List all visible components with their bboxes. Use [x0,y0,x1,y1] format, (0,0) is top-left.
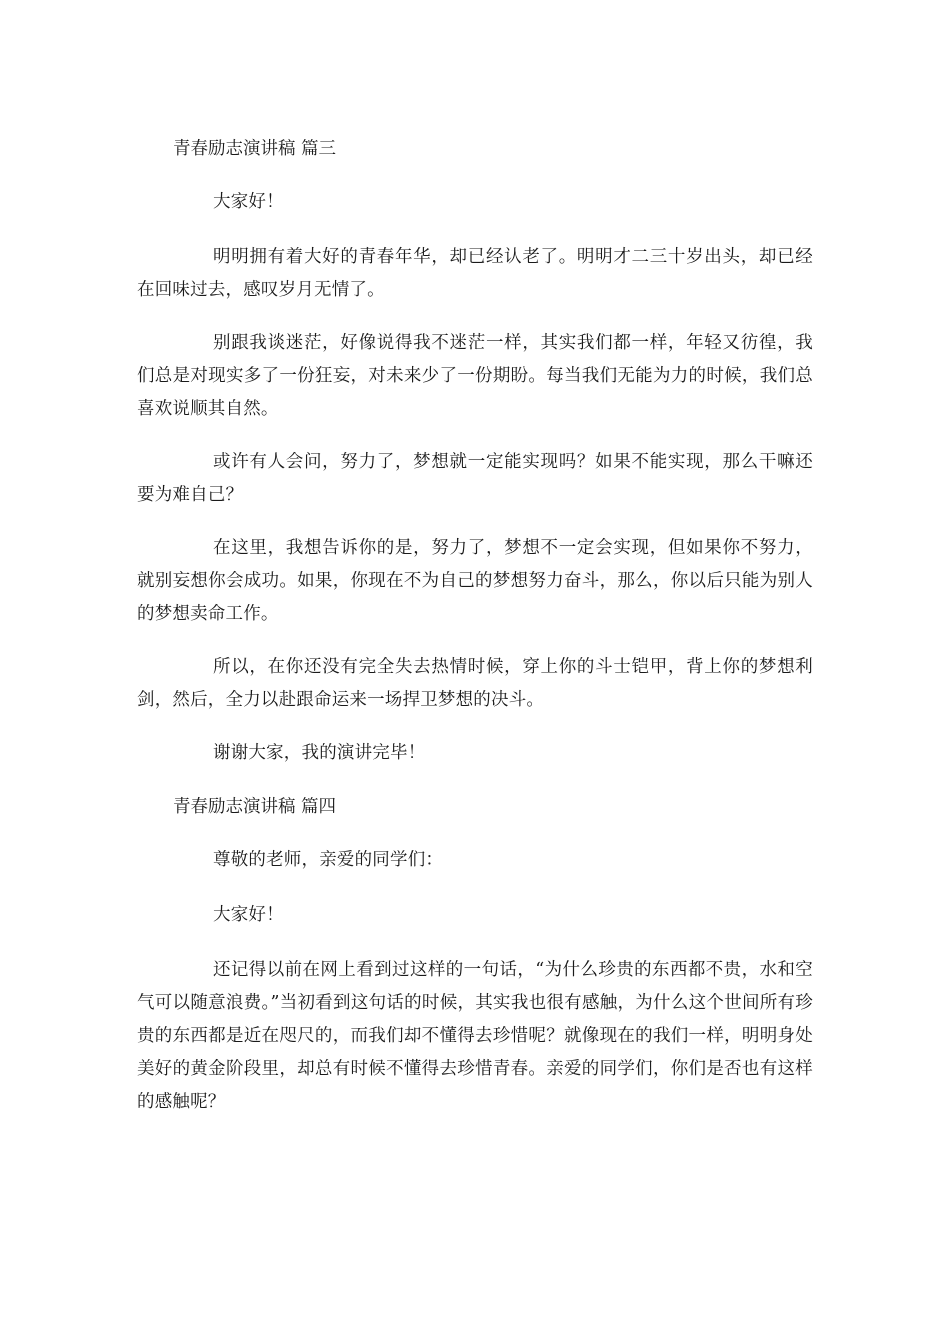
paragraph: 所以，在你还没有完全失去热情时候，穿上你的斗士铠甲，背上你的梦想利剑，然后，全力以赴跟命运来一场捍卫梦想的决斗。 [137,657,813,710]
paragraph: 别跟我谈迷茫，好像说得我不迷茫一样，其实我们都一样，年轻又彷徨，我们总是对现实多了一份狂妄，对未来少了一份期盼。每当我们无能为力的时候，我们总喜欢说顺其自然。 [137,333,813,419]
paragraph: 谢谢大家，我的演讲完毕！ [213,743,426,763]
paragraph: 尊敬的老师，亲爱的同学们： [213,850,444,870]
paragraph: 大家好！ [213,192,284,212]
paragraph: 或许有人会问，努力了，梦想就一定能实现吗？如果不能实现，那么干嘛还要为难自己？ [137,452,813,505]
section-heading-4: 青春励志演讲稿 篇四 [173,797,337,817]
paragraph: 明明拥有着大好的青春年华，却已经认老了。明明才二三十岁出头，却已经在回味过去，感叹岁月无情了。 [137,247,813,300]
document-body [137,134,813,1139]
paragraph: 在这里，我想告诉你的是，努力了，梦想不一定会实现，但如果你不努力，就别妄想你会成功。如果，你现在不为自己的梦想努力奋斗，那么，你以后只能为别人的梦想卖命工作。 [137,538,813,624]
paragraph: 大家好！ [213,905,284,925]
section-heading-3: 青春励志演讲稿 篇三 [173,139,337,159]
paragraph: 还记得以前在网上看到过这样的一句话，“为什么珍贵的东西都不贵，水和空气可以随意浪费。”当初看到这句话的时候，其实我也很有感触，为什么这个世间所有珍贵的东西都是近在咫尺的，而我们却不懂得去珍惜呢？就像现在的我们一样，明明身处美好的黄金阶段里，却总有时候不懂得去珍惜青春。亲爱的同学们，你们是否也有这样的感触呢？ [137,960,813,1112]
